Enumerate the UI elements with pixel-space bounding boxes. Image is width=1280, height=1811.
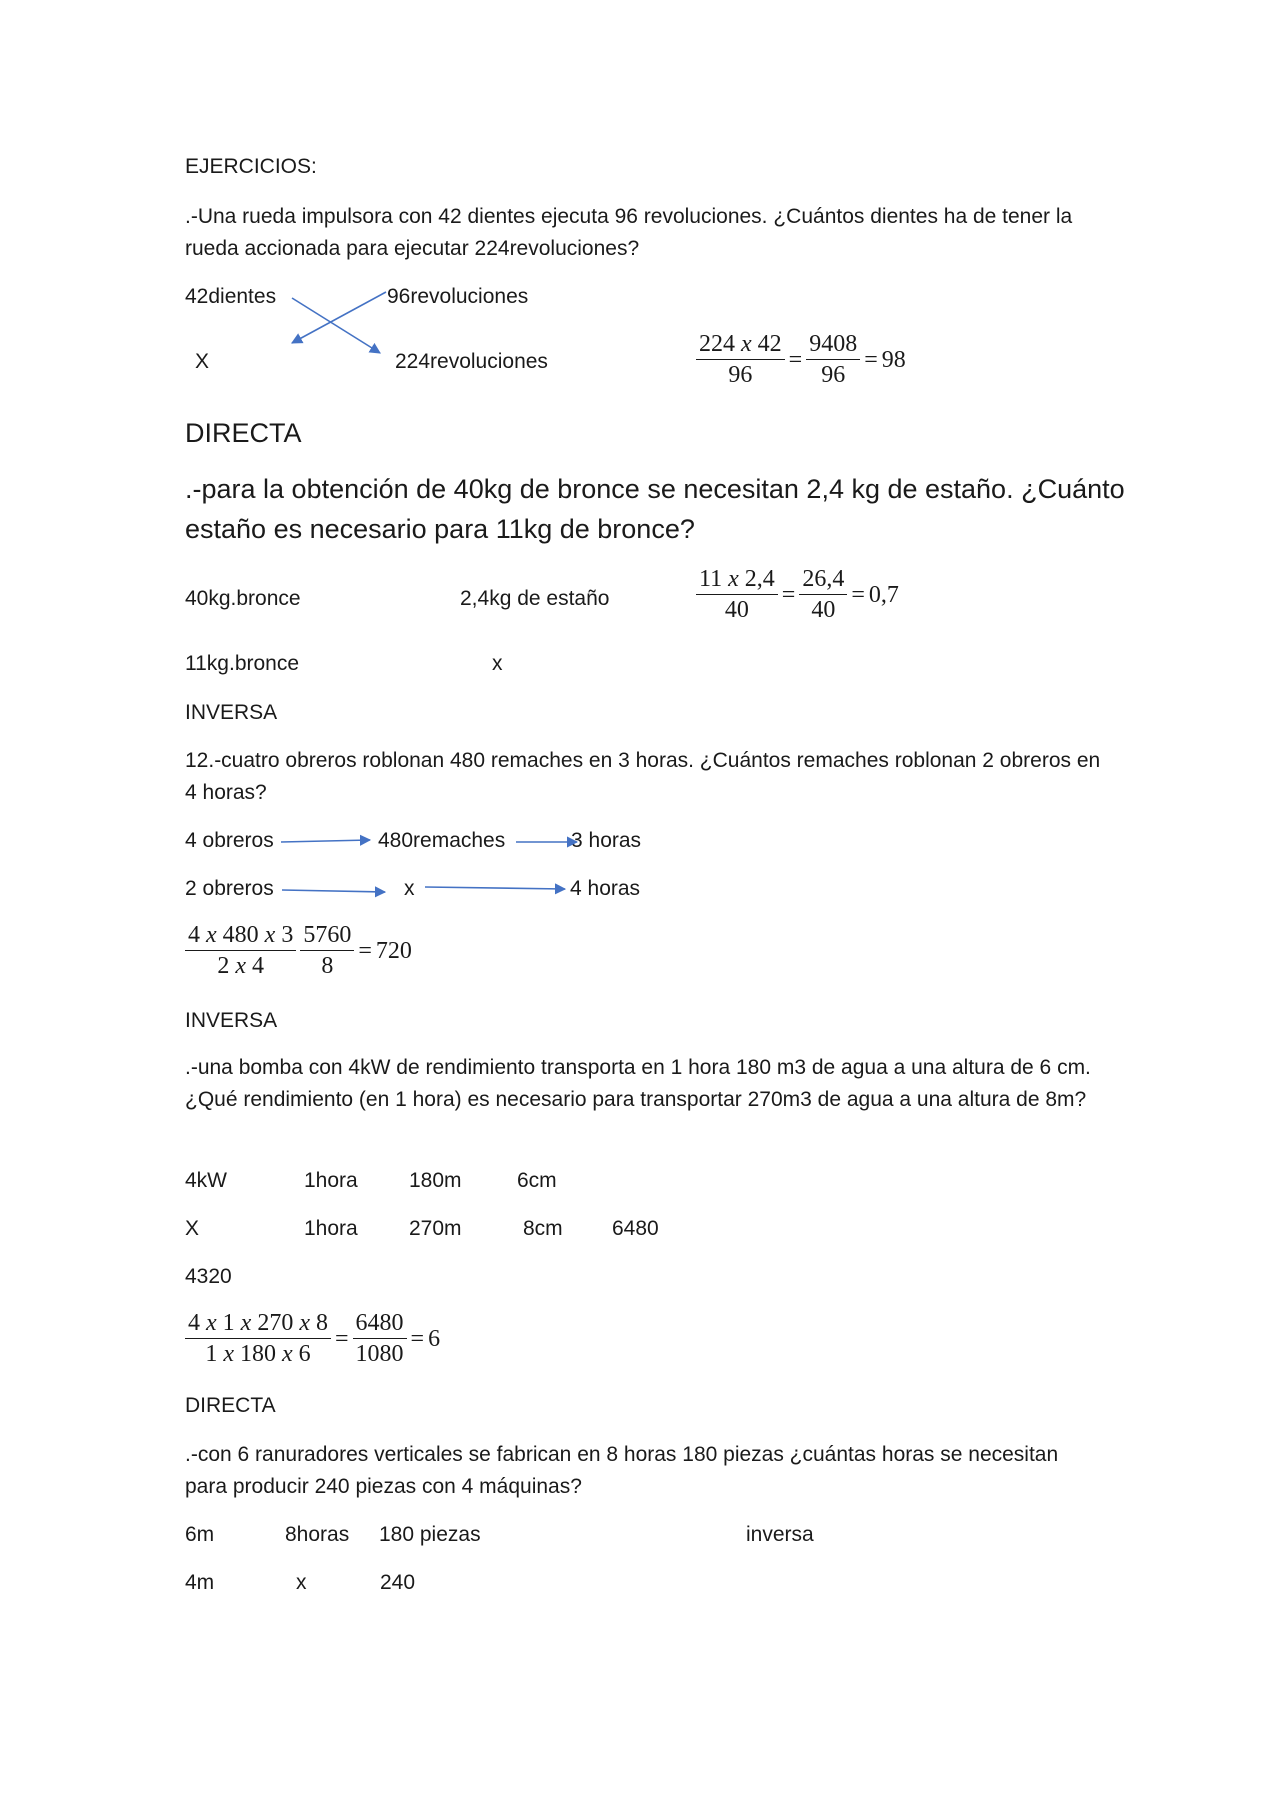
equals-sign: = xyxy=(851,581,865,608)
ex4-row2-col2: 1hora xyxy=(304,1217,358,1240)
ex2-type-label: INVERSA xyxy=(185,701,278,724)
ex3-f1-numerator: 4 x 480 x 3 xyxy=(185,921,296,951)
ex5-row2-col2: x xyxy=(296,1571,307,1594)
ex2-f1-denominator: 40 xyxy=(724,597,749,623)
ex4-row1-col1: 4kW xyxy=(185,1169,227,1192)
ex2-row2-label-b: x xyxy=(492,652,503,675)
ex3-row2-label-b: x xyxy=(404,877,415,900)
ex2-f2-numerator: 26,4 xyxy=(799,565,847,595)
ex4-f2-numerator: 6480 xyxy=(353,1309,407,1339)
ex4-row1-col2: 1hora xyxy=(304,1169,358,1192)
ex1-f1-denominator: 96 xyxy=(728,362,753,388)
ex3-row2-label-c: 4 horas xyxy=(570,877,641,900)
ex3-f2-denominator: 8 xyxy=(321,953,334,979)
ex1-row2-label-b: 224revoluciones xyxy=(395,350,548,373)
ex1-cross-arrow-up xyxy=(292,292,386,343)
ex1-f2-denominator: 96 xyxy=(821,362,846,388)
ex3-result: 720 xyxy=(375,937,412,964)
ex5-row1-col2: 8horas xyxy=(285,1523,350,1546)
ex4-type-label: DIRECTA xyxy=(185,1394,276,1417)
ex3-arrow-row2-a xyxy=(282,890,385,892)
ex1-row1-label-b: 96revoluciones xyxy=(387,285,529,308)
ex4-row1-col3: 180m xyxy=(409,1169,462,1192)
ex3-row1-label-b: 480remaches xyxy=(378,829,506,852)
equals-sign: = xyxy=(864,346,878,373)
ex2-f1-numerator: 11 x 2,4 xyxy=(696,565,778,595)
ex1-row2-label-a: X xyxy=(195,350,210,373)
ex5-row1-col1: 6m xyxy=(185,1523,215,1546)
ex1-f1-numerator: 224 x 42 xyxy=(696,330,785,360)
ex3-type-label: INVERSA xyxy=(185,1009,278,1032)
ex4-row2-col5: 6480 xyxy=(612,1217,659,1240)
ex1-cross-arrow-down xyxy=(292,298,380,353)
ex4-row2-col3: 270m xyxy=(409,1217,462,1240)
ex4-row2-col4: 8cm xyxy=(523,1217,563,1240)
exercise-4-question: .-una bomba con 4kW de rendimiento transporta en 1 hora 180 m3 de agua a una altura de 6 cm. ¿Qué rendimiento (en 1 hora) es necesario para transportar 270m3 de agua a una altura de 8m? xyxy=(185,1056,1091,1111)
ex1-type-label: DIRECTA xyxy=(185,418,302,448)
exercise-3-question: 12.-cuatro obreros roblonan 480 remaches en 3 horas. ¿Cuántos remaches roblonan 2 obreros en 4 horas? xyxy=(185,749,1101,804)
page-heading: EJERCICIOS: xyxy=(185,155,317,178)
ex5-row2-col1: 4m xyxy=(185,1571,215,1594)
ex4-f1-numerator: 4 x 1 x 270 x 8 xyxy=(185,1309,331,1339)
ex3-arrow-row2-b xyxy=(425,887,565,889)
ex2-row1-label-a: 40kg.bronce xyxy=(185,587,301,610)
ex4-f2-denominator: 1080 xyxy=(355,1341,404,1367)
ex4-f1-denominator: 1 x 180 x 6 xyxy=(205,1341,311,1367)
ex3-f2-numerator: 5760 xyxy=(300,921,354,951)
ex3-arrow-row1-a xyxy=(281,840,370,842)
equals-sign: = xyxy=(781,581,796,608)
ex4-result: 6 xyxy=(428,1325,441,1352)
equals-sign: = xyxy=(358,937,372,964)
ex3-f1-denominator: 2 x 4 xyxy=(217,953,264,979)
ex3-row1-label-a: 4 obreros xyxy=(185,829,274,852)
ex1-result: 98 xyxy=(881,346,906,373)
ex3-row1-label-c: 3 horas xyxy=(571,829,642,852)
ex4-row2-col1: X xyxy=(185,1217,200,1240)
ex2-row2-label-a: 11kg.bronce xyxy=(185,652,300,675)
ex1-row1-label-a: 42dientes xyxy=(185,285,277,308)
ex5-row1-col3: 180 piezas xyxy=(379,1523,481,1546)
ex3-row2-label-a: 2 obreros xyxy=(185,877,274,900)
ex2-result: 0,7 xyxy=(868,581,899,608)
exercise-5-question: .-con 6 ranuradores verticales se fabrican en 8 horas 180 piezas ¿cuántas horas se necesitan para producir 240 piezas con 4 máquinas? xyxy=(185,1443,1059,1498)
equals-sign: = xyxy=(410,1325,425,1352)
ex2-f2-denominator: 40 xyxy=(811,597,836,623)
equals-sign: = xyxy=(788,346,803,373)
exercise-1-question: .-Una rueda impulsora con 42 dientes ejecuta 96 revoluciones. ¿Cuántos dientes ha de tener la rueda accionada para ejecutar 224revoluciones? xyxy=(185,205,1073,260)
equals-sign: = xyxy=(334,1325,349,1352)
ex1-f2-numerator: 9408 xyxy=(806,330,860,360)
ex4-row1-col4: 6cm xyxy=(517,1169,557,1192)
ex2-row1-label-b: 2,4kg de estaño xyxy=(460,587,610,610)
ex5-row2-col3: 240 xyxy=(380,1571,416,1594)
ex5-type-label: inversa xyxy=(746,1523,814,1546)
ex4-row3-value: 4320 xyxy=(185,1265,232,1288)
exercise-2-question: .-para la obtención de 40kg de bronce se necesitan 2,4 kg de estaño. ¿Cuánto estaño es necesario para 11kg de bronce? xyxy=(185,474,1125,544)
